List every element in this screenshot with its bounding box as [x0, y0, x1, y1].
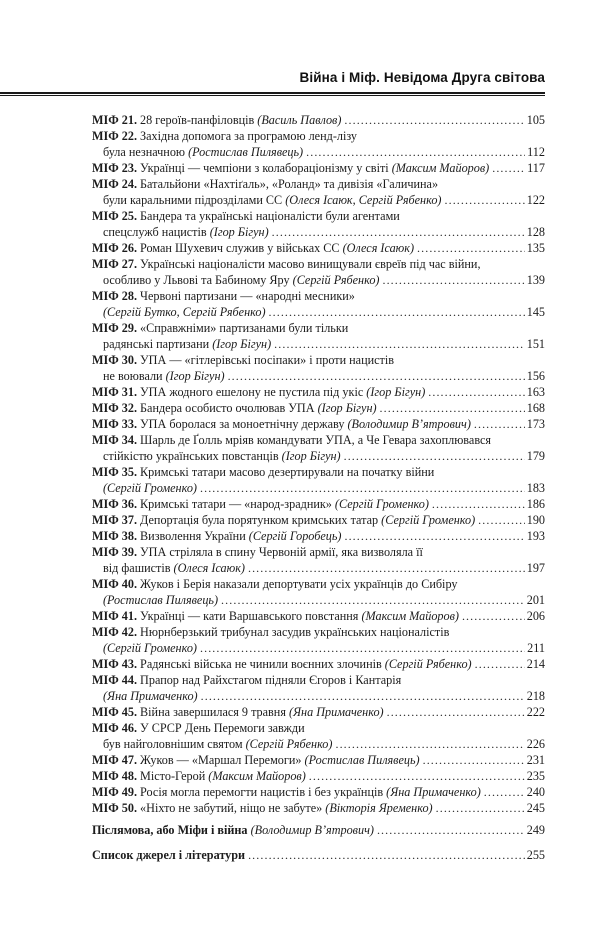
- toc-entry-text: Післямова, або Міфи і війна (Володимир В’ятрович): [92, 823, 374, 837]
- toc-entry: [92, 768, 545, 784]
- toc-line: [92, 176, 545, 192]
- dot-leader: [474, 416, 525, 432]
- toc-list: [92, 112, 545, 863]
- toc-entry-text: особливо у Львові та Бабиному Яру (Сергій Рябенко): [103, 273, 380, 287]
- toc-entry-text: МІФ 22. Західна допомога за програмою ленд-лізу: [92, 129, 357, 143]
- toc-entry: [92, 256, 545, 288]
- toc-line: [92, 512, 545, 528]
- page-number: 151: [526, 337, 545, 351]
- page-number: 173: [526, 417, 545, 431]
- toc-line: [92, 128, 545, 144]
- toc-line: [92, 240, 545, 256]
- toc-line: [92, 544, 545, 560]
- toc-line: [92, 528, 545, 544]
- toc-entry: [92, 128, 545, 160]
- page-number: 122: [526, 193, 545, 207]
- toc-entry-text: МІФ 46. У СРСР День Перемоги завжди: [92, 721, 305, 735]
- header-rule: [0, 92, 545, 96]
- toc-entry: [92, 800, 545, 816]
- dot-leader: [445, 192, 525, 208]
- toc-entry: [92, 400, 545, 416]
- toc-line: [92, 384, 545, 400]
- toc-entry-text: МІФ 33. УПА боролася за моноетнічну державу (Володимир В’ятрович): [92, 417, 471, 431]
- page-number: 163: [526, 385, 545, 399]
- toc-entry: [92, 352, 545, 384]
- dot-leader: [248, 560, 525, 576]
- dot-leader: [380, 400, 525, 416]
- page-number: 226: [526, 737, 545, 751]
- toc-line: [92, 768, 545, 784]
- toc-entry-text: МІФ 30. УПА — «гітлерівські посіпаки» і проти нацистів: [92, 353, 394, 367]
- toc-entry: [92, 432, 545, 464]
- toc-line: [92, 704, 545, 720]
- toc-entry-text: (Сергій Громенко): [103, 481, 197, 495]
- toc-line: [92, 688, 545, 704]
- toc-line: [92, 336, 545, 352]
- page-number: 117: [527, 161, 545, 175]
- toc-entry-text: МІФ 23. Українці — чемпіони з колабораціонізму у світі (Максим Майоров): [92, 161, 490, 175]
- toc-line: [92, 496, 545, 512]
- dot-leader: [335, 736, 524, 752]
- page-number: 193: [526, 529, 545, 543]
- toc-line: [92, 720, 545, 736]
- page-number: 128: [526, 225, 545, 239]
- running-header: [300, 70, 545, 85]
- toc-entry-text: МІФ 35. Кримські татари масово дезертирували на початку війни: [92, 465, 435, 479]
- dot-leader: [432, 496, 525, 512]
- page-number: 214: [526, 657, 545, 671]
- toc-line: [92, 192, 545, 208]
- toc-line: [92, 432, 545, 448]
- toc-entry: [92, 576, 545, 608]
- dot-leader: [387, 704, 525, 720]
- page-number: 197: [526, 561, 545, 575]
- toc-entry: [92, 752, 545, 768]
- page-number: 145: [526, 305, 545, 319]
- toc-line: [92, 800, 545, 816]
- page-number: 206: [526, 609, 545, 623]
- page-number: 201: [526, 593, 545, 607]
- dot-leader: [475, 656, 525, 672]
- toc-entry-text: МІФ 28. Червоні партизани — «народні месники»: [92, 289, 355, 303]
- toc-entry-text: МІФ 37. Депортація була порятунком кримських татар (Сергій Громенко): [92, 513, 476, 527]
- toc-entry-text: були каральними підрозділами СС (Олеся Ісаюк, Сергій Рябенко): [103, 193, 442, 207]
- toc-entry-text: МІФ 27. Українські націоналісти масово винищували євреїв під час війни,: [92, 257, 481, 271]
- page-number: 245: [526, 801, 545, 815]
- dot-leader: [377, 822, 525, 838]
- toc-entry: [92, 464, 545, 496]
- dot-leader: [462, 608, 525, 624]
- dot-leader: [484, 784, 525, 800]
- dot-leader: [248, 847, 525, 863]
- dot-leader: [201, 688, 525, 704]
- toc-line: [92, 368, 545, 384]
- toc-line: [92, 464, 545, 480]
- dot-leader: [228, 368, 525, 384]
- toc-entry: [92, 512, 545, 528]
- toc-line: [92, 608, 545, 624]
- toc-entry-text: МІФ 40. Жуков і Берія наказали депортувати усіх українців до Сибіру: [92, 577, 458, 591]
- toc-entry: [92, 720, 545, 752]
- toc-entry-text: МІФ 47. Жуков — «Маршал Перемоги» (Ростислав Пилявець): [92, 753, 420, 767]
- toc-entry-text: МІФ 31. УПА жодного ешелону не пустила під укіс (Ігор Бігун): [92, 385, 426, 399]
- toc-entry: [92, 784, 545, 800]
- toc-line: [92, 822, 545, 838]
- page-number: 231: [526, 753, 545, 767]
- toc-entry-text: радянські партизани (Ігор Бігун): [103, 337, 272, 351]
- toc-entry: [92, 704, 545, 720]
- dot-leader: [382, 272, 524, 288]
- toc-entry: [92, 624, 545, 656]
- toc-entry-text: МІФ 42. Нюрнберзький трибунал засудив українських націоналістів: [92, 625, 450, 639]
- toc-entry-text: стійкістю українських повстанців (Ігор Бігун): [103, 449, 341, 463]
- toc-entry: [92, 528, 545, 544]
- page-number: 139: [526, 273, 545, 287]
- toc-entry: [92, 822, 545, 838]
- toc-line: [92, 320, 545, 336]
- toc-line: [92, 480, 545, 496]
- toc-entry-text: від фашистів (Олеся Ісаюк): [103, 561, 245, 575]
- toc-line: [92, 752, 545, 768]
- page-number: 218: [526, 689, 545, 703]
- toc-entry-text: був найголовнішим святом (Сергій Рябенко): [103, 737, 333, 751]
- toc-entry-text: МІФ 49. Росія могла перемогти нацистів і без українців (Яна Примаченко): [92, 785, 481, 799]
- dot-leader: [492, 160, 525, 176]
- toc-line: [92, 224, 545, 240]
- dot-leader: [436, 800, 525, 816]
- toc-entry-text: МІФ 50. «Ніхто не забутий, ніщо не забуте» (Вікторія Яременко): [92, 801, 433, 815]
- page-number: 183: [526, 481, 545, 495]
- dot-leader: [344, 448, 525, 464]
- page-number: 211: [527, 641, 545, 655]
- dot-leader: [344, 528, 524, 544]
- toc-entry: [92, 656, 545, 672]
- dot-leader: [200, 480, 525, 496]
- page-number: 222: [526, 705, 545, 719]
- toc-entry-text: (Сергій Громенко): [103, 641, 197, 655]
- toc-line: [92, 784, 545, 800]
- dot-leader: [274, 336, 525, 352]
- toc-line: [92, 847, 545, 863]
- toc-entry-text: (Сергій Бутко, Сергій Рябенко): [103, 305, 266, 319]
- toc-entry-text: МІФ 44. Прапор над Райхстагом підняли Єгоров і Кантарія: [92, 673, 402, 687]
- toc-line: [92, 304, 545, 320]
- toc-entry-text: Список джерел і літератури: [92, 848, 246, 862]
- toc-line: [92, 352, 545, 368]
- toc-entry-text: МІФ 26. Роман Шухевич служив у військах СС (Олеся Ісаюк): [92, 241, 415, 255]
- toc-entry-text: МІФ 32. Бандера особисто очолював УПА (Ігор Бігун): [92, 401, 377, 415]
- toc-entry-text: МІФ 38. Визволення України (Сергій Горобець): [92, 529, 342, 543]
- toc-line: [92, 736, 545, 752]
- toc-entry: [92, 112, 545, 128]
- toc-line: [92, 272, 545, 288]
- toc-entry-text: МІФ 25. Бандера та українські націоналісти були агентами: [92, 209, 400, 223]
- toc-line: [92, 112, 545, 128]
- toc-entry: [92, 496, 545, 512]
- dot-leader: [269, 304, 525, 320]
- dot-leader: [417, 240, 525, 256]
- dot-leader: [309, 768, 525, 784]
- page-number: 156: [526, 369, 545, 383]
- toc-entry: [92, 544, 545, 576]
- toc-entry-text: спецслужб нацистів (Ігор Бігун): [103, 225, 269, 239]
- toc-entry: [92, 384, 545, 400]
- toc-entry-text: МІФ 24. Батальйони «Нахтіґаль», «Роланд» та дивізія «Галичина»: [92, 177, 439, 191]
- toc-entry-text: (Яна Примаченко): [103, 689, 198, 703]
- toc-entry-text: (Ростислав Пилявець): [103, 593, 219, 607]
- toc-entry: [92, 176, 545, 208]
- toc-entry-text: МІФ 43. Радянські війська не чинили воєнних злочинів (Сергій Рябенко): [92, 657, 472, 671]
- toc-line: [92, 560, 545, 576]
- dot-leader: [221, 592, 525, 608]
- toc-entry: [92, 416, 545, 432]
- page-number: 179: [526, 449, 545, 463]
- toc-entry: [92, 240, 545, 256]
- page-number: 255: [526, 848, 545, 862]
- toc-entry-text: МІФ 45. Війна завершилася 9 травня (Яна Примаченко): [92, 705, 384, 719]
- dot-leader: [478, 512, 525, 528]
- toc-entry-text: не воювали (Ігор Бігун): [103, 369, 225, 383]
- page-number: 186: [526, 497, 545, 511]
- dot-leader: [306, 144, 525, 160]
- toc-entry-text: МІФ 39. УПА стріляла в спину Червоній армії, яка визволяла її: [92, 545, 423, 559]
- dot-leader: [428, 384, 524, 400]
- page-number: 235: [526, 769, 545, 783]
- toc-entry-text: МІФ 21. 28 героїв-панфіловців (Василь Павлов): [92, 113, 342, 127]
- toc-line: [92, 624, 545, 640]
- toc-line: [92, 576, 545, 592]
- toc-line: [92, 208, 545, 224]
- toc-line: [92, 656, 545, 672]
- page-number: 105: [526, 113, 545, 127]
- toc-entry: [92, 672, 545, 704]
- toc-entry-text: МІФ 48. Місто-Герой (Максим Майоров): [92, 769, 306, 783]
- toc-line: [92, 640, 545, 656]
- toc-entry-text: МІФ 29. «Справжніми» партизанами були тільки: [92, 321, 349, 335]
- toc-entry-text: МІФ 34. Шарль де Ґолль мріяв командувати УПА, а Че Гевара захоплювався: [92, 433, 492, 447]
- toc-entry: [92, 608, 545, 624]
- page-number: 168: [526, 401, 545, 415]
- toc-entry: [92, 160, 545, 176]
- toc-line: [92, 160, 545, 176]
- toc-entry-text: була незначною (Ростислав Пилявець): [103, 145, 304, 159]
- page-number: 249: [526, 823, 545, 837]
- page-number: 135: [526, 241, 545, 255]
- toc-entry: [92, 288, 545, 320]
- toc-entry: [92, 208, 545, 240]
- toc-entry: [92, 847, 545, 863]
- toc-entry-text: МІФ 41. Українці — кати Варшавського повстання (Максим Майоров): [92, 609, 459, 623]
- toc-line: [92, 592, 545, 608]
- dot-leader: [272, 224, 525, 240]
- toc-entry-text: МІФ 36. Кримські татари — «народ-зрадник» (Сергій Громенко): [92, 497, 429, 511]
- toc-line: [92, 288, 545, 304]
- toc-line: [92, 448, 545, 464]
- page-number: 112: [527, 145, 545, 159]
- toc-line: [92, 144, 545, 160]
- toc-entry: [92, 320, 545, 352]
- dot-leader: [423, 752, 525, 768]
- toc-line: [92, 400, 545, 416]
- dot-leader: [344, 112, 524, 128]
- page-number: 190: [526, 513, 545, 527]
- toc-line: [92, 672, 545, 688]
- toc-line: [92, 256, 545, 272]
- running-title: Війна і Міф. Невідома Друга світова: [299, 70, 545, 85]
- dot-leader: [200, 640, 525, 656]
- page-number: 240: [526, 785, 545, 799]
- toc-line: [92, 416, 545, 432]
